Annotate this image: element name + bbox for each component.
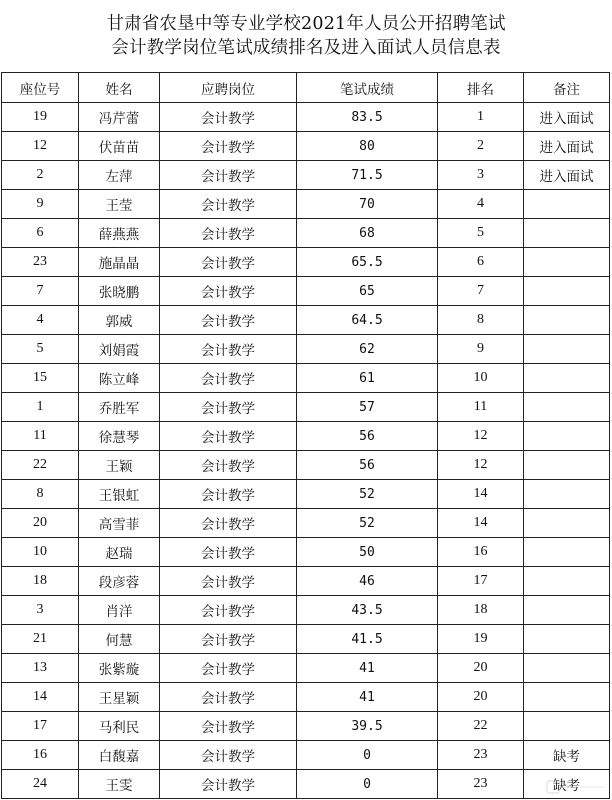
cell-name: 肖洋 xyxy=(79,596,160,625)
cell-remarks: 进入面试 xyxy=(524,161,610,190)
cell-remarks: 进入面试 xyxy=(524,132,610,161)
cell-name: 赵瑞 xyxy=(79,538,160,567)
cell-score: 65.5 xyxy=(297,248,438,277)
cell-score: 62 xyxy=(297,335,438,364)
table-row xyxy=(2,451,610,480)
cell-score: 80 xyxy=(297,132,438,161)
cell-score: 56 xyxy=(297,451,438,480)
cell-name: 王莹 xyxy=(79,190,160,219)
cell-rank: 19 xyxy=(438,625,524,654)
table-row xyxy=(2,422,610,451)
cell-position: 会计教学 xyxy=(160,654,297,683)
header-seat-number: 座位号 xyxy=(2,73,79,103)
cell-position: 会计教学 xyxy=(160,277,297,306)
cell-seat-number: 4 xyxy=(2,306,79,335)
cell-rank: 6 xyxy=(438,248,524,277)
cell-position: 会计教学 xyxy=(160,770,297,799)
cell-name: 段彦蓉 xyxy=(79,567,160,596)
cell-seat-number: 13 xyxy=(2,654,79,683)
table-row xyxy=(2,306,610,335)
cell-position: 会计教学 xyxy=(160,741,297,770)
table-row xyxy=(2,770,610,799)
cell-position: 会计教学 xyxy=(160,625,297,654)
cell-seat-number: 8 xyxy=(2,480,79,509)
cell-seat-number: 21 xyxy=(2,625,79,654)
cell-position: 会计教学 xyxy=(160,190,297,219)
cell-seat-number: 12 xyxy=(2,132,79,161)
table-row xyxy=(2,741,610,770)
header-row xyxy=(2,73,610,103)
cell-rank: 20 xyxy=(438,654,524,683)
cell-position: 会计教学 xyxy=(160,596,297,625)
document-title xyxy=(0,0,612,72)
cell-rank: 1 xyxy=(438,103,524,132)
cell-rank: 23 xyxy=(438,741,524,770)
table-row xyxy=(2,596,610,625)
cell-name: 张晓鹏 xyxy=(79,277,160,306)
cell-position: 会计教学 xyxy=(160,161,297,190)
title-line-1: 甘肃省农垦中等专业学校2021年人员公开招聘笔试 xyxy=(106,14,506,34)
cell-score: 83.5 xyxy=(297,103,438,132)
cell-name: 薛燕燕 xyxy=(79,219,160,248)
table-row xyxy=(2,335,610,364)
cell-rank: 14 xyxy=(438,480,524,509)
header-position: 应聘岗位 xyxy=(160,73,297,103)
table-row xyxy=(2,654,610,683)
header-score: 笔试成绩 xyxy=(297,73,438,103)
cell-score: 70 xyxy=(297,190,438,219)
cell-remarks xyxy=(524,190,610,219)
cell-name: 徐慧琴 xyxy=(79,422,160,451)
table-row xyxy=(2,277,610,306)
cell-seat-number: 23 xyxy=(2,248,79,277)
cell-position: 会计教学 xyxy=(160,306,297,335)
cell-remarks xyxy=(524,248,610,277)
cell-score: 65 xyxy=(297,277,438,306)
cell-seat-number: 18 xyxy=(2,567,79,596)
cell-name: 施晶晶 xyxy=(79,248,160,277)
cell-score: 71.5 xyxy=(297,161,438,190)
table-row xyxy=(2,103,610,132)
table-body xyxy=(2,103,610,799)
cell-position: 会计教学 xyxy=(160,248,297,277)
cell-position: 会计教学 xyxy=(160,480,297,509)
cell-score: 50 xyxy=(297,538,438,567)
cell-rank: 8 xyxy=(438,306,524,335)
cell-name: 刘娟霞 xyxy=(79,335,160,364)
cell-name: 王银虹 xyxy=(79,480,160,509)
cell-score: 68 xyxy=(297,219,438,248)
cell-remarks xyxy=(524,480,610,509)
cell-rank: 11 xyxy=(438,393,524,422)
cell-name: 伏苗苗 xyxy=(79,132,160,161)
cell-seat-number: 19 xyxy=(2,103,79,132)
table-row xyxy=(2,248,610,277)
cell-seat-number: 11 xyxy=(2,422,79,451)
cell-seat-number: 7 xyxy=(2,277,79,306)
cell-remarks xyxy=(524,625,610,654)
cell-name: 陈立峰 xyxy=(79,364,160,393)
cell-position: 会计教学 xyxy=(160,538,297,567)
table-row xyxy=(2,219,610,248)
cell-name: 王星颖 xyxy=(79,683,160,712)
cell-score: 57 xyxy=(297,393,438,422)
cell-remarks: 缺考 xyxy=(524,770,610,799)
cell-rank: 7 xyxy=(438,277,524,306)
cell-position: 会计教学 xyxy=(160,683,297,712)
table-row xyxy=(2,567,610,596)
title-line-2: 会计教学岗位笔试成绩排名及进入面试人员信息表 xyxy=(111,38,501,58)
cell-name: 冯芹蕾 xyxy=(79,103,160,132)
cell-seat-number: 5 xyxy=(2,335,79,364)
cell-rank: 23 xyxy=(438,770,524,799)
cell-remarks xyxy=(524,712,610,741)
cell-position: 会计教学 xyxy=(160,509,297,538)
table-row xyxy=(2,364,610,393)
cell-rank: 5 xyxy=(438,219,524,248)
cell-position: 会计教学 xyxy=(160,567,297,596)
cell-seat-number: 20 xyxy=(2,509,79,538)
cell-position: 会计教学 xyxy=(160,393,297,422)
table-row xyxy=(2,190,610,219)
cell-rank: 3 xyxy=(438,161,524,190)
cell-remarks: 缺考 xyxy=(524,741,610,770)
cell-name: 马利民 xyxy=(79,712,160,741)
table-row xyxy=(2,393,610,422)
cell-rank: 10 xyxy=(438,364,524,393)
cell-name: 乔胜军 xyxy=(79,393,160,422)
table-row xyxy=(2,538,610,567)
cell-remarks xyxy=(524,509,610,538)
cell-position: 会计教学 xyxy=(160,422,297,451)
header-name: 姓名 xyxy=(79,73,160,103)
cell-remarks xyxy=(524,364,610,393)
cell-rank: 4 xyxy=(438,190,524,219)
cell-seat-number: 24 xyxy=(2,770,79,799)
cell-score: 56 xyxy=(297,422,438,451)
cell-remarks xyxy=(524,451,610,480)
cell-remarks xyxy=(524,567,610,596)
cell-seat-number: 6 xyxy=(2,219,79,248)
cell-score: 0 xyxy=(297,770,438,799)
table-row xyxy=(2,509,610,538)
header-remarks: 备注 xyxy=(524,73,610,103)
cell-seat-number: 9 xyxy=(2,190,79,219)
cell-rank: 2 xyxy=(438,132,524,161)
cell-seat-number: 14 xyxy=(2,683,79,712)
cell-remarks: 进入面试 xyxy=(524,103,610,132)
cell-remarks xyxy=(524,422,610,451)
cell-remarks xyxy=(524,277,610,306)
table-row xyxy=(2,712,610,741)
table-row xyxy=(2,480,610,509)
cell-remarks xyxy=(524,393,610,422)
cell-position: 会计教学 xyxy=(160,712,297,741)
cell-name: 张紫璇 xyxy=(79,654,160,683)
cell-score: 41.5 xyxy=(297,625,438,654)
cell-score: 43.5 xyxy=(297,596,438,625)
cell-name: 何慧 xyxy=(79,625,160,654)
table-row xyxy=(2,625,610,654)
cell-seat-number: 22 xyxy=(2,451,79,480)
cell-position: 会计教学 xyxy=(160,451,297,480)
cell-seat-number: 3 xyxy=(2,596,79,625)
cell-seat-number: 10 xyxy=(2,538,79,567)
cell-seat-number: 15 xyxy=(2,364,79,393)
cell-name: 白馥嘉 xyxy=(79,741,160,770)
score-table xyxy=(1,72,610,799)
cell-rank: 17 xyxy=(438,567,524,596)
cell-remarks xyxy=(524,335,610,364)
cell-score: 52 xyxy=(297,509,438,538)
cell-seat-number: 17 xyxy=(2,712,79,741)
cell-score: 61 xyxy=(297,364,438,393)
cell-remarks xyxy=(524,538,610,567)
cell-remarks xyxy=(524,683,610,712)
cell-score: 41 xyxy=(297,654,438,683)
cell-name: 左萍 xyxy=(79,161,160,190)
table-row xyxy=(2,132,610,161)
cell-rank: 12 xyxy=(438,422,524,451)
cell-remarks xyxy=(524,654,610,683)
cell-rank: 14 xyxy=(438,509,524,538)
cell-score: 0 xyxy=(297,741,438,770)
cell-score: 41 xyxy=(297,683,438,712)
cell-score: 46 xyxy=(297,567,438,596)
table-row xyxy=(2,683,610,712)
cell-rank: 18 xyxy=(438,596,524,625)
cell-position: 会计教学 xyxy=(160,103,297,132)
cell-position: 会计教学 xyxy=(160,335,297,364)
cell-remarks xyxy=(524,306,610,335)
cell-position: 会计教学 xyxy=(160,132,297,161)
watermark-logo xyxy=(546,778,606,796)
cell-position: 会计教学 xyxy=(160,219,297,248)
header-rank: 排名 xyxy=(438,73,524,103)
cell-name: 高雪菲 xyxy=(79,509,160,538)
cell-remarks xyxy=(524,219,610,248)
cell-seat-number: 1 xyxy=(2,393,79,422)
cell-score: 52 xyxy=(297,480,438,509)
cell-rank: 12 xyxy=(438,451,524,480)
cell-name: 郭威 xyxy=(79,306,160,335)
cell-rank: 20 xyxy=(438,683,524,712)
cell-remarks xyxy=(524,596,610,625)
cell-seat-number: 2 xyxy=(2,161,79,190)
cell-score: 64.5 xyxy=(297,306,438,335)
cell-seat-number: 16 xyxy=(2,741,79,770)
cell-rank: 22 xyxy=(438,712,524,741)
cell-rank: 16 xyxy=(438,538,524,567)
cell-rank: 9 xyxy=(438,335,524,364)
cell-name: 王雯 xyxy=(79,770,160,799)
cell-position: 会计教学 xyxy=(160,364,297,393)
cell-score: 39.5 xyxy=(297,712,438,741)
cell-name: 王颖 xyxy=(79,451,160,480)
table-row xyxy=(2,161,610,190)
